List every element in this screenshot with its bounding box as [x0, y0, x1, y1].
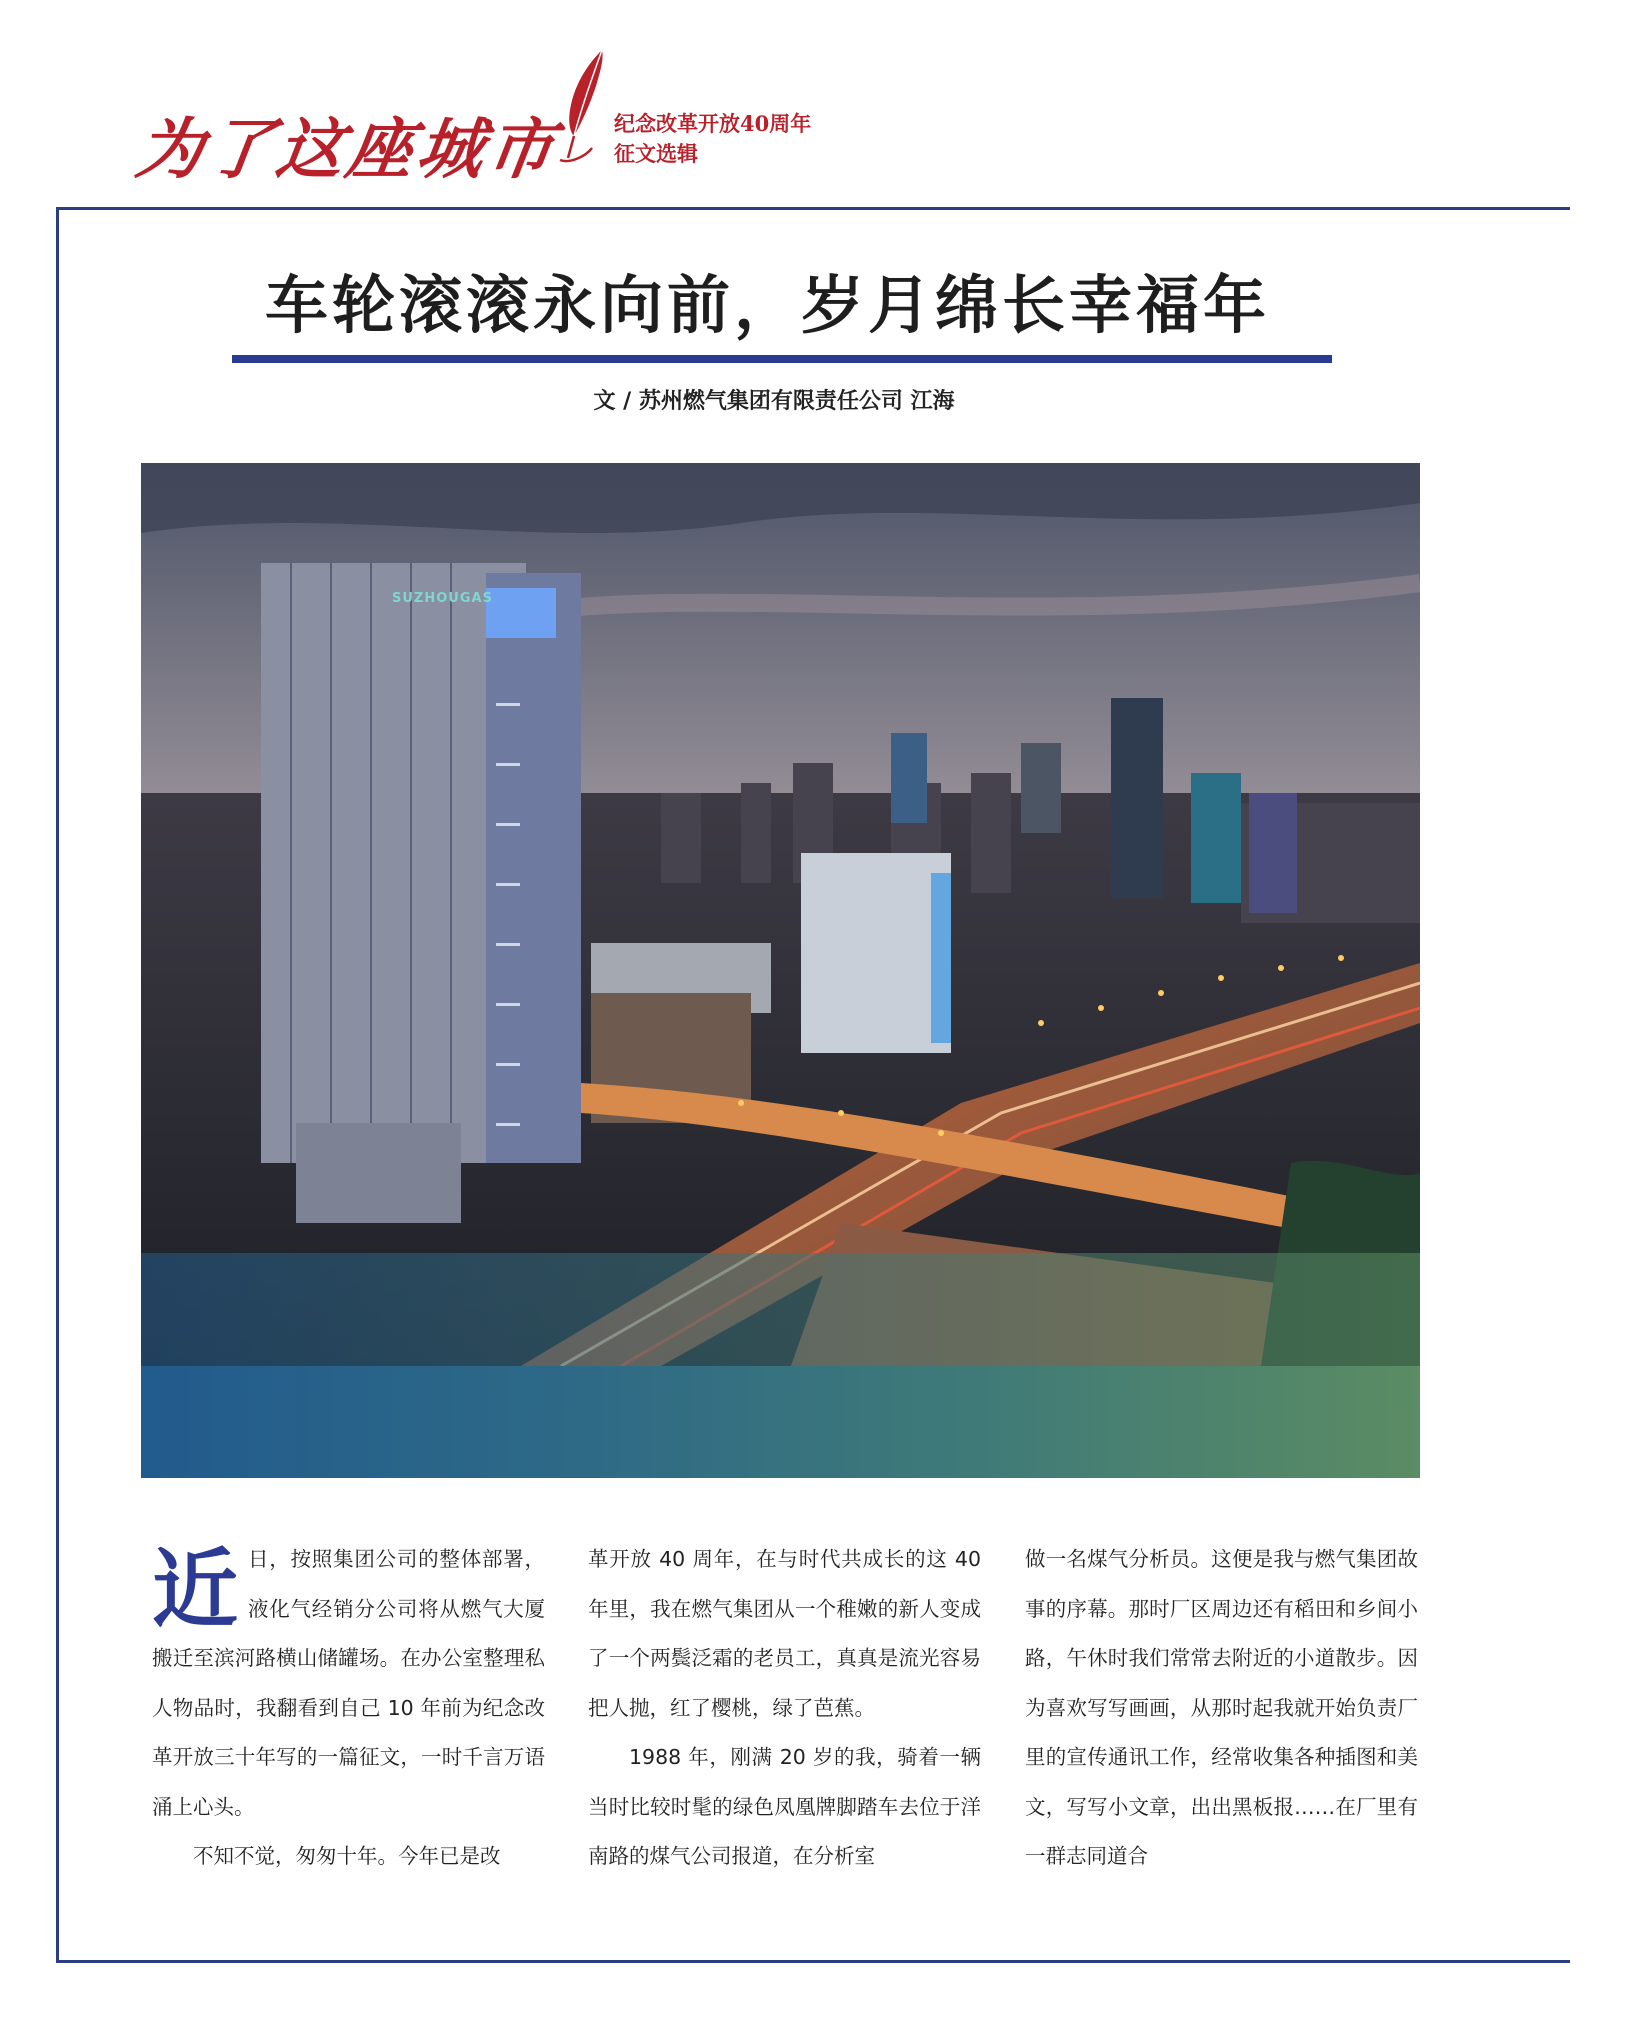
text-column-3	[1025, 1535, 1418, 1882]
drop-cap: 近	[152, 1540, 238, 1640]
article-byline: 文 / 苏州燃气集团有限责任公司 江海	[593, 389, 955, 414]
cityscape-photo	[141, 463, 1420, 1366]
color-gradient-band	[141, 1366, 1420, 1478]
article-title: 车轮滚滚永向前，岁月绵长幸福年	[265, 269, 1270, 342]
title-underline	[232, 355, 1332, 363]
paragraph: 革开放 40 周年，在与时代共成长的这 40 年里，我在燃气集团从一个稚嫩的新人变成了一个两鬓泛霜的老员工，真真是流光容易把人抛，红了樱桃，绿了芭蕉。	[588, 1547, 981, 1720]
paragraph: 做一名煤气分析员。这便是我与燃气集团故事的序幕。那时厂区周边还有稻田和乡间小路，午休时我们常常去附近的小道散步。因为喜欢写写画画，从那时起我就开始负责厂里的宣传通讯工作，经常收集各种插图和美文，写写小文章，出出黑板报……在厂里有一群志同道合	[1025, 1547, 1418, 1868]
series-title-line2: 征文选辑	[614, 141, 698, 166]
paragraph: 不知不觉，匆匆十年。今年已是改	[193, 1844, 501, 1868]
paragraph: 1988 年，刚满 20 岁的我，骑着一辆当时比较时髦的绿色凤凰牌脚踏车去位于洋南路的煤气公司报道，在分析室	[588, 1745, 981, 1868]
text-column-1	[152, 1535, 545, 1882]
frame-bottom-border	[56, 1960, 1570, 1963]
quill-icon	[556, 48, 616, 166]
series-title-line1: 纪念改革开放40周年	[614, 111, 812, 136]
frame-top-border	[56, 207, 1570, 210]
building-sign: SUZHOUGAS	[392, 591, 493, 606]
frame-left-border	[56, 207, 59, 1963]
paragraph-text: 日，按照集团公司的整体部署，液化气经销分公司将从燃气大厦搬迁至滨河路横山储罐场。在办公室整理私人物品时，我翻看到自己 10 年前为纪念改革开放三十年写的一篇征文，一时千言万语涌上心头。	[152, 1547, 545, 1819]
paragraph	[152, 1535, 545, 1832]
text-column-2	[588, 1535, 981, 1882]
brand-calligraphy-logo: 为了这座城市	[131, 110, 563, 188]
